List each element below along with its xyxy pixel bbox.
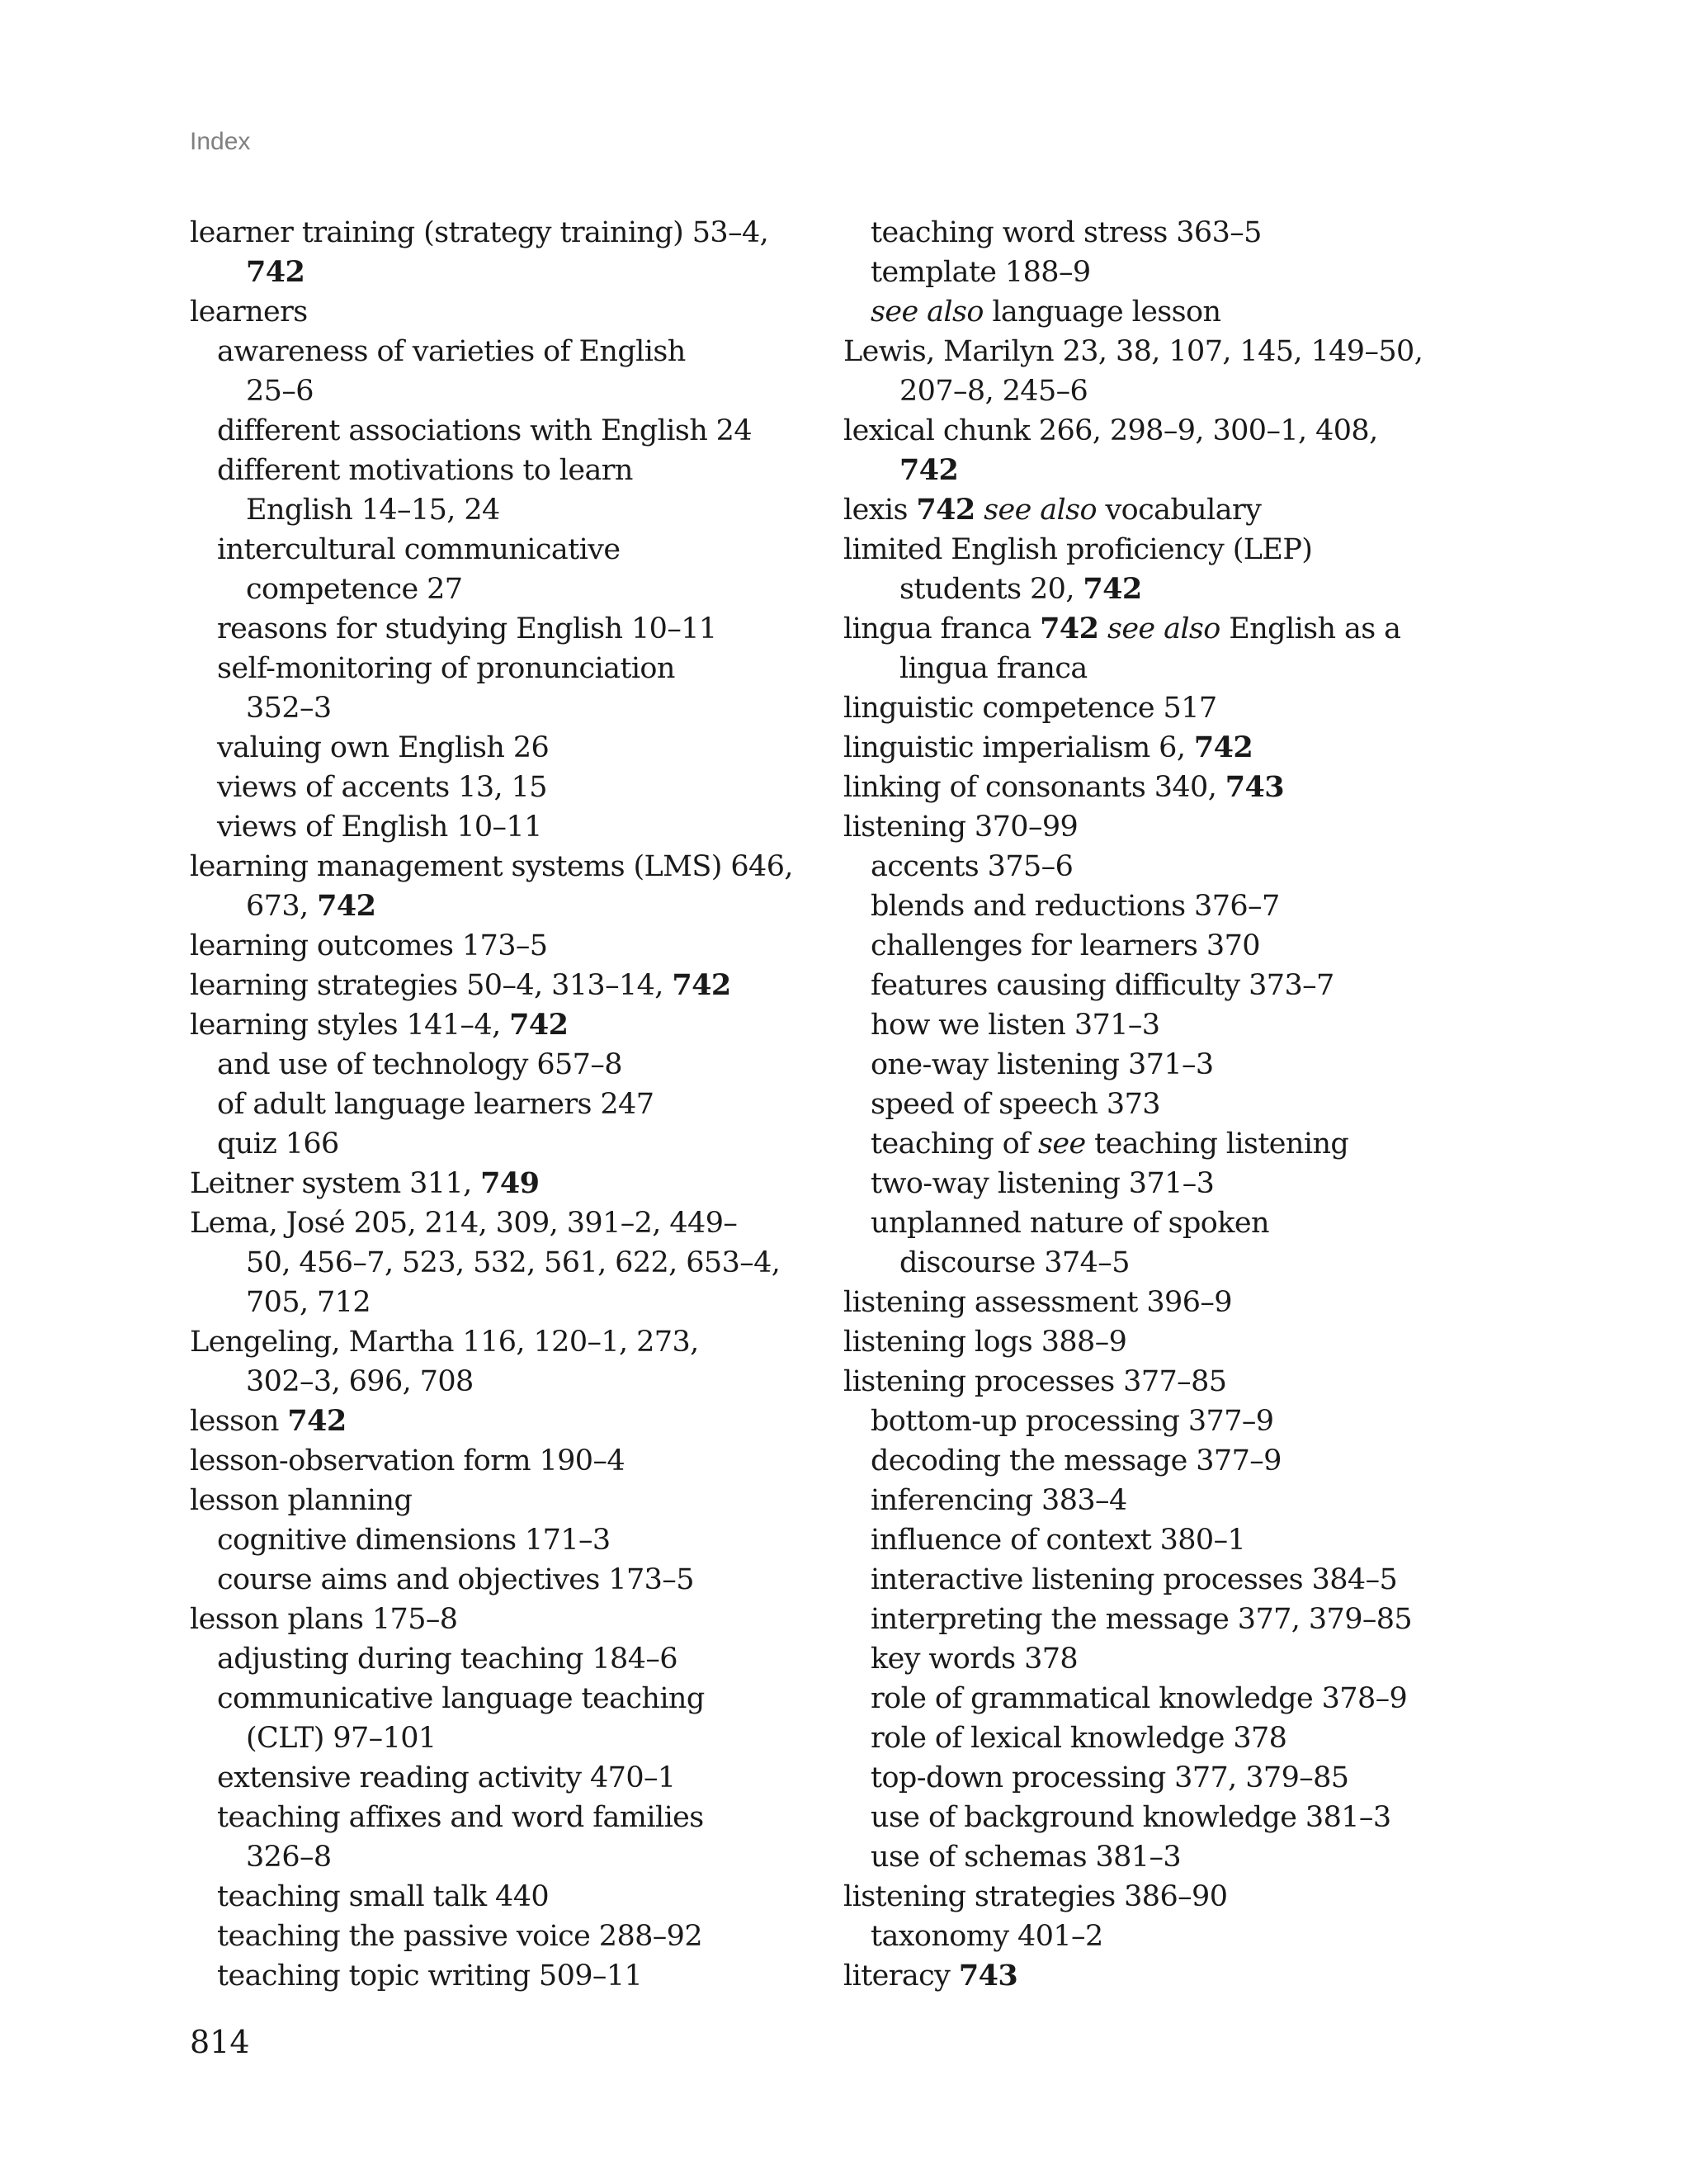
entry-text (1098, 612, 1107, 645)
index-subentry (843, 1045, 1470, 1085)
index-subentry (843, 1124, 1470, 1164)
entry-text: listening assessment 396–9 (843, 1286, 1232, 1319)
index-entry (843, 1877, 1470, 1917)
entry-text: unplanned nature of spoken (871, 1207, 1269, 1240)
entry-text: lexical chunk 266, 298–9, 300–1, 408, (843, 414, 1378, 447)
entry-text: self-monitoring of pronunciation (217, 652, 675, 685)
entry-text: bottom-up processing 377–9 (871, 1405, 1274, 1438)
entry-text: listening logs 388–9 (843, 1326, 1127, 1359)
entry-text (975, 494, 984, 527)
entry-text: decoding the message 377–9 (871, 1444, 1282, 1477)
entry-text: 673, (246, 890, 318, 923)
entry-text: top-down processing 377, 379–85 (871, 1761, 1349, 1794)
entry-text: accents 375–6 (871, 850, 1074, 883)
index-entry (843, 768, 1470, 807)
index-entry (190, 1402, 817, 1441)
index-subentry (843, 1600, 1470, 1639)
page-reference-bold: 743 (958, 1959, 1018, 1993)
index-continuation (190, 371, 817, 411)
entry-text: 352–3 (246, 692, 332, 725)
entry-text: influence of context 380–1 (871, 1524, 1246, 1557)
index-subentry (843, 1441, 1470, 1481)
entry-text: lesson-observation form 190–4 (190, 1444, 625, 1477)
entry-text: vocabulary (1096, 494, 1262, 527)
index-subentry (843, 1837, 1470, 1877)
entry-text: adjusting during teaching 184–6 (217, 1643, 677, 1676)
entry-text: blends and reductions 376–7 (871, 890, 1280, 923)
index-subentry (190, 1639, 817, 1679)
cross-reference: see also (1107, 612, 1220, 645)
entry-text: literacy (843, 1959, 959, 1993)
page-reference-bold: 742 (672, 968, 731, 1002)
entry-text: views of English 10–11 (217, 811, 542, 844)
index-entry (190, 1203, 817, 1243)
index-entry (843, 807, 1470, 847)
entry-text: listening processes 377–85 (843, 1365, 1227, 1398)
entry-text: competence 27 (246, 573, 463, 606)
index-subentry (190, 1124, 817, 1164)
index-subentry (190, 1520, 817, 1560)
index-entry (843, 1956, 1470, 1996)
entry-text: lesson plans 175–8 (190, 1603, 458, 1636)
entry-text: learning management systems (LMS) 646, (190, 850, 793, 883)
index-subentry (843, 1085, 1470, 1124)
index-entry (843, 728, 1470, 768)
index-entry (190, 1322, 817, 1362)
index-subentry (843, 1798, 1470, 1837)
index-entry (843, 1322, 1470, 1362)
index-entry (190, 1005, 817, 1045)
page-reference-bold: 749 (480, 1166, 540, 1200)
entry-text: one-way listening 371–3 (871, 1048, 1214, 1081)
index-entry (843, 1362, 1470, 1402)
entry-text: 326–8 (246, 1841, 332, 1874)
entry-text: Lema, José 205, 214, 309, 391–2, 449– (190, 1207, 738, 1240)
entry-text: English 14–15, 24 (246, 494, 500, 527)
index-subentry (190, 1877, 817, 1917)
entry-text: listening strategies 386–90 (843, 1880, 1228, 1913)
index-entry (190, 1441, 817, 1481)
index-entry (843, 688, 1470, 728)
entry-text: teaching affixes and word families (217, 1801, 704, 1834)
entry-text: how we listen 371–3 (871, 1009, 1160, 1042)
cross-reference: see also (984, 494, 1097, 527)
entry-text: taxonomy 401–2 (871, 1920, 1103, 1953)
entry-text: lesson (190, 1405, 288, 1438)
entry-text: lexis (843, 494, 917, 527)
entry-text: 705, 712 (246, 1286, 371, 1319)
index-subentry (190, 1798, 817, 1837)
entry-text: Lengeling, Martha 116, 120–1, 273, (190, 1326, 699, 1359)
index-subentry (843, 1639, 1470, 1679)
index-subentry (190, 1085, 817, 1124)
entry-text: learner training (strategy training) 53–4, (190, 216, 769, 249)
entry-text: learning strategies 50–4, 313–14, (190, 969, 673, 1002)
page-reference-bold: 742 (916, 493, 975, 527)
index-entry (843, 332, 1470, 371)
index-subentry (190, 649, 817, 688)
index-entry (843, 530, 1470, 570)
index-subentry (843, 1481, 1470, 1520)
index-subentry (843, 966, 1470, 1005)
entry-text: and use of technology 657–8 (217, 1048, 622, 1081)
index-continuation (190, 253, 817, 292)
index-continuation (190, 688, 817, 728)
entry-text: language lesson (983, 295, 1221, 329)
entry-text: course aims and objectives 173–5 (217, 1563, 694, 1596)
entry-text: role of grammatical knowledge 378–9 (871, 1682, 1408, 1715)
index-continuation (190, 490, 817, 530)
entry-text: lesson planning (190, 1484, 413, 1517)
index-column-right (843, 213, 1470, 1996)
index-continuation (843, 649, 1470, 688)
index-entry (190, 926, 817, 966)
index-continuation (190, 886, 817, 926)
entry-text: interactive listening processes 384–5 (871, 1563, 1398, 1596)
entry-text: valuing own English 26 (217, 731, 550, 764)
entry-text: views of accents 13, 15 (217, 771, 547, 804)
index-subentry (190, 728, 817, 768)
entry-text: (CLT) 97–101 (246, 1722, 437, 1755)
entry-text: interpreting the message 377, 379–85 (871, 1603, 1413, 1636)
index-entry (843, 1283, 1470, 1322)
index-subentry (843, 1005, 1470, 1045)
index-subentry (190, 530, 817, 570)
index-subentry (190, 807, 817, 847)
index-continuation (190, 1283, 817, 1322)
index-entry (190, 292, 817, 332)
index-subentry (190, 1560, 817, 1600)
entry-text: quiz 166 (217, 1127, 339, 1161)
entry-text: teaching word stress 363–5 (871, 216, 1262, 249)
entry-text: role of lexical knowledge 378 (871, 1722, 1287, 1755)
index-subentry (843, 1758, 1470, 1798)
entry-text: 25–6 (246, 375, 314, 408)
entry-text: challenges for learners 370 (871, 929, 1260, 962)
entry-text: learners (190, 295, 308, 329)
entry-text: lingua franca (899, 652, 1088, 685)
entry-text: students 20, (899, 573, 1083, 606)
index-continuation (190, 1837, 817, 1877)
index-subentry (843, 886, 1470, 926)
page-reference-bold: 742 (317, 889, 376, 923)
index-subentry (190, 332, 817, 371)
page-reference-bold: 742 (287, 1404, 347, 1438)
index-entry (190, 1481, 817, 1520)
index-subentry (190, 1679, 817, 1718)
index-entry (190, 966, 817, 1005)
entry-text: listening 370–99 (843, 811, 1079, 844)
index-continuation (190, 1718, 817, 1758)
index-continuation (843, 570, 1470, 609)
entry-text: Leitner system 311, (190, 1167, 481, 1200)
index-column-left (190, 213, 817, 1996)
index-subentry (843, 1164, 1470, 1203)
entry-text: learning outcomes 173–5 (190, 929, 548, 962)
entry-text: extensive reading activity 470–1 (217, 1761, 676, 1794)
entry-text: cognitive dimensions 171–3 (217, 1524, 611, 1557)
index-entry (843, 609, 1470, 649)
entry-text: communicative language teaching (217, 1682, 705, 1715)
cross-reference: see also (871, 295, 984, 329)
entry-text: awareness of varieties of English (217, 335, 686, 368)
index-continuation (190, 570, 817, 609)
entry-text: teaching listening (1085, 1127, 1349, 1161)
entry-text: linking of consonants 340, (843, 771, 1225, 804)
index-continuation (843, 371, 1470, 411)
index-subentry (843, 1679, 1470, 1718)
entry-text: Lewis, Marilyn 23, 38, 107, 145, 149–50, (843, 335, 1423, 368)
page-number: 814 (190, 2024, 250, 2060)
index-subentry (843, 292, 1470, 332)
index-entry (843, 490, 1470, 530)
entry-text: teaching of (871, 1127, 1039, 1161)
entry-text: use of schemas 381–3 (871, 1841, 1182, 1874)
entry-text: limited English proficiency (LEP) (843, 533, 1313, 566)
entry-text: 207–8, 245–6 (899, 375, 1088, 408)
index-subentry (190, 451, 817, 490)
entry-text: lingua franca (843, 612, 1041, 645)
index-subentry (843, 1718, 1470, 1758)
index-subentry (843, 1917, 1470, 1956)
entry-text: 302–3, 696, 708 (246, 1365, 474, 1398)
index-subentry (190, 1956, 817, 1996)
cross-reference: see (1038, 1127, 1086, 1161)
entry-text: different associations with English 24 (217, 414, 753, 447)
index-subentry (843, 926, 1470, 966)
index-entry (190, 1164, 817, 1203)
entry-text: two-way listening 371–3 (871, 1167, 1215, 1200)
index-continuation (843, 1243, 1470, 1283)
index-subentry (843, 1520, 1470, 1560)
page-reference-bold: 743 (1225, 770, 1285, 804)
index-continuation (843, 451, 1470, 490)
entry-text: learning styles 141–4, (190, 1009, 510, 1042)
index-subentry (843, 253, 1470, 292)
entry-text: speed of speech 373 (871, 1088, 1160, 1121)
index-subentry (190, 1917, 817, 1956)
entry-text: discourse 374–5 (899, 1246, 1130, 1279)
index-subentry (843, 847, 1470, 886)
page-reference-bold: 742 (1193, 730, 1253, 764)
entry-text: key words 378 (871, 1643, 1079, 1676)
entry-text: template 188–9 (871, 256, 1091, 289)
index-subentry (843, 1560, 1470, 1600)
page-reference-bold: 742 (246, 255, 305, 289)
index-subentry (843, 1203, 1470, 1243)
index-subentry (190, 411, 817, 451)
index-subentry (190, 609, 817, 649)
entry-text: teaching the passive voice 288–92 (217, 1920, 703, 1953)
index-subentry (190, 768, 817, 807)
entry-text: intercultural communicative (217, 533, 621, 566)
entry-text: teaching small talk 440 (217, 1880, 550, 1913)
entry-text: reasons for studying English 10–11 (217, 612, 717, 645)
running-head: Index (190, 128, 251, 155)
page-reference-bold: 742 (1083, 572, 1142, 606)
index-subentry (843, 213, 1470, 253)
index-entry (190, 1600, 817, 1639)
entry-text: features causing difficulty 373–7 (871, 969, 1334, 1002)
index-subentry (843, 1402, 1470, 1441)
entry-text: inferencing 383–4 (871, 1484, 1127, 1517)
entry-text: 50, 456–7, 523, 532, 561, 622, 653–4, (246, 1246, 781, 1279)
index-entry (190, 213, 817, 253)
entry-text: use of background knowledge 381–3 (871, 1801, 1391, 1834)
page-reference-bold: 742 (1040, 612, 1099, 645)
index-continuation (190, 1243, 817, 1283)
page-reference-bold: 742 (899, 453, 959, 487)
entry-text: of adult language learners 247 (217, 1088, 654, 1121)
index-continuation (190, 1362, 817, 1402)
entry-text: English as a (1220, 612, 1401, 645)
entry-text: linguistic competence 517 (843, 692, 1217, 725)
entry-text: teaching topic writing 509–11 (217, 1959, 643, 1993)
entry-text: different motivations to learn (217, 454, 633, 487)
index-entry (843, 411, 1470, 451)
index-subentry (190, 1045, 817, 1085)
index-entry (190, 847, 817, 886)
page-reference-bold: 742 (509, 1008, 569, 1042)
index-subentry (190, 1758, 817, 1798)
entry-text: linguistic imperialism 6, (843, 731, 1194, 764)
